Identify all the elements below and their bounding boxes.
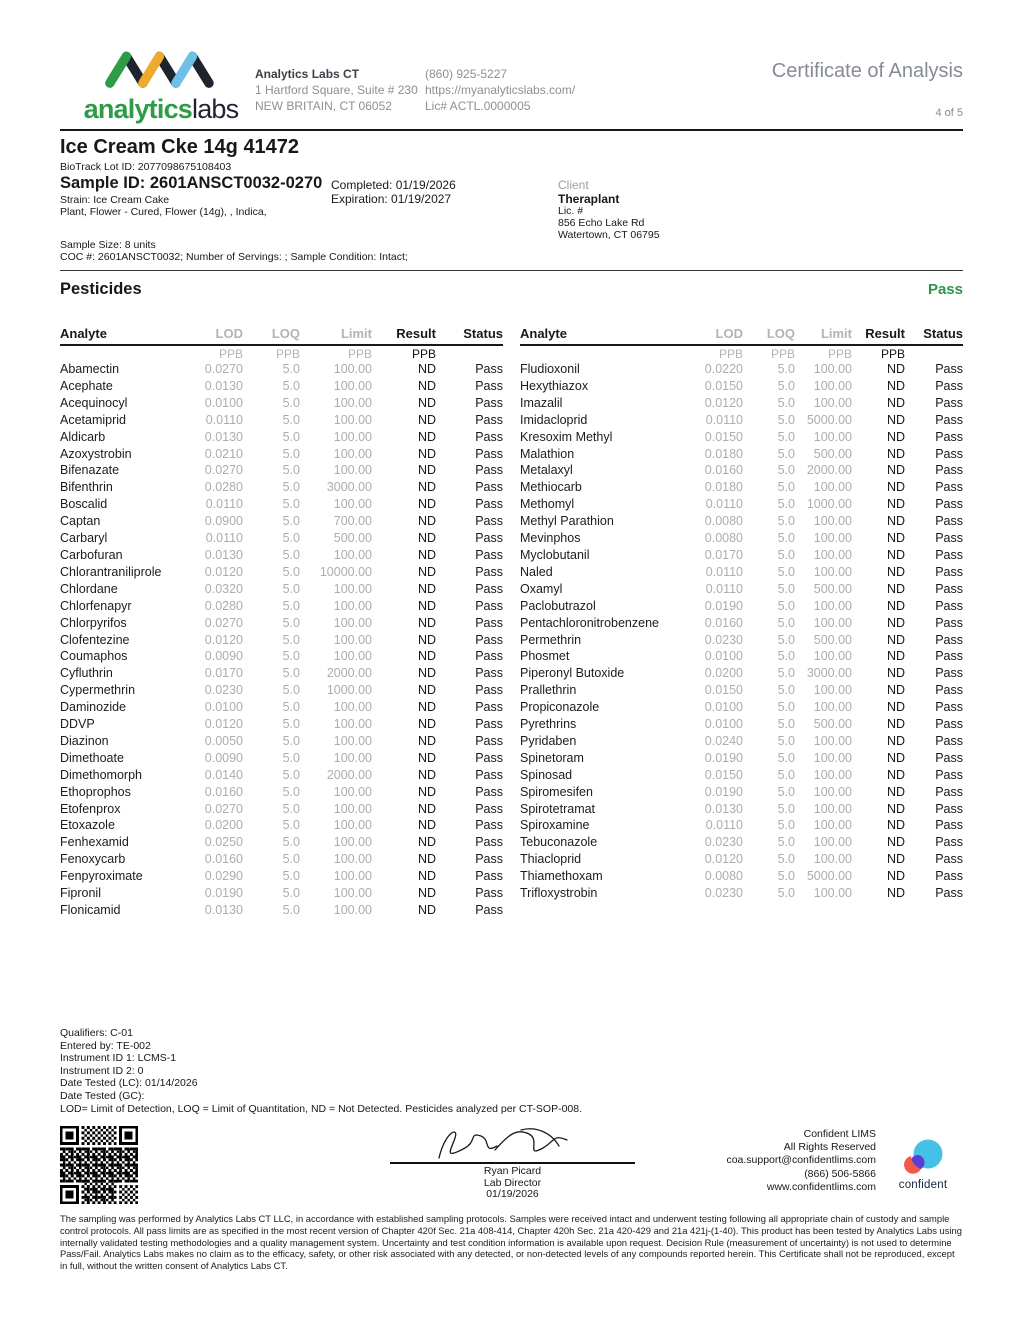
lab-info	[255, 66, 418, 114]
section-status-badge: Pass	[927, 281, 963, 298]
lab-logo	[66, 46, 256, 125]
table-row: Paclobutrazol 0.0190 5.0 100.00 ND Pass	[520, 598, 963, 613]
pesticides-table-left	[60, 326, 503, 919]
sample-size: Sample Size: 8 units	[60, 239, 156, 251]
table-row: Fenpyroximate 0.0290 5.0 100.00 ND Pass	[60, 869, 503, 884]
table-row: Propiconazole 0.0100 5.0 100.00 ND Pass	[520, 700, 963, 715]
date-tested-gc: Date Tested (GC):	[60, 1089, 145, 1102]
table-row: Spirotetramat 0.0130 5.0 100.00 ND Pass	[520, 801, 963, 816]
table-row: DDVP 0.0120 5.0 100.00 ND Pass	[60, 717, 503, 732]
lab-url[interactable]: https://myanalyticslabs.com/	[425, 83, 576, 97]
client-license: Lic. #	[558, 205, 584, 217]
col-lod: LOD	[685, 326, 743, 345]
page-indicator: 4 of 5	[935, 107, 963, 119]
col-limit: Limit	[300, 326, 372, 345]
table-units-row	[60, 345, 503, 361]
table-row: Dimethoate 0.0090 5.0 100.00 ND Pass	[60, 750, 503, 765]
table-row: Cypermethrin 0.0230 5.0 1000.00 ND Pass	[60, 683, 503, 698]
signatory-name: Ryan Picard	[483, 1165, 542, 1177]
table-row: Coumaphos 0.0090 5.0 100.00 ND Pass	[60, 649, 503, 664]
sample-divider	[60, 270, 963, 271]
table-row: Etoxazole 0.0200 5.0 100.00 ND Pass	[60, 818, 503, 833]
signature-line	[390, 1162, 635, 1164]
signature-icon	[425, 1124, 575, 1164]
confident-logo-icon	[899, 1137, 947, 1179]
table-row: Piperonyl Butoxide 0.0200 5.0 3000.00 ND Pass	[520, 666, 963, 681]
lab-phone: (860) 925-5227	[425, 67, 508, 81]
unit-lod: PPB	[718, 346, 743, 361]
table-row: Abamectin 0.0270 5.0 100.00 ND Pass	[60, 362, 503, 376]
legal-disclaimer: The sampling was performed by Analytics Labs CT LLC, in accordance with established sampling protocols. Samples were received intact and underwent testing following all appropriate chain of custody and sample control protocols. All pass limits are as specified in the most recent version of Chapter 420f Sec. 21a 408-414, Chapter 420h Sec. 21a 420-429 and 21a 421j-(1-40). This product has been tested by Analytics Labs using internally validated testing methodologies and a quality management system. Uncertainty and test condition information is available upon request. Decision Rule (measurement of uncertainty) is not used to determine Pass/Fail. Analytics Labs makes no claim as to the efficacy, safety, or other risk associated with any detected, or non-detected levels of any compounds reported herein. This Certificate shall not be reproduced, except in full, without the written consent of Analytics Labs CT.	[60, 1213, 962, 1272]
table-row: Trifloxystrobin 0.0230 5.0 100.00 ND Pass	[520, 886, 963, 901]
col-result: Result	[372, 326, 436, 345]
lims-rights: All Rights Reserved	[783, 1141, 876, 1154]
product-title: Ice Cream Cke 14g 41472	[60, 136, 300, 158]
col-loq: LOQ	[243, 326, 300, 345]
unit-result: PPB	[411, 346, 436, 361]
unit-loq: PPB	[275, 346, 300, 361]
table-row: Fludioxonil 0.0220 5.0 100.00 ND Pass	[520, 362, 963, 376]
unit-result: PPB	[880, 346, 905, 361]
table-row: Fenoxycarb 0.0160 5.0 100.00 ND Pass	[60, 852, 503, 867]
table-row: Imidacloprid 0.0110 5.0 5000.00 ND Pass	[520, 412, 963, 427]
confident-logo	[899, 1137, 947, 1184]
lab-wordmark-labs: labs	[192, 94, 239, 124]
table-row: Dimethomorph 0.0140 5.0 2000.00 ND Pass	[60, 767, 503, 782]
table-row: Acetamiprid 0.0110 5.0 100.00 ND Pass	[60, 412, 503, 427]
table-row: Etofenprox 0.0270 5.0 100.00 ND Pass	[60, 801, 503, 816]
client-label: Client	[558, 178, 589, 192]
col-status: Status	[436, 326, 503, 345]
unit-limit: PPB	[347, 346, 372, 361]
table-row: Pyridaben 0.0240 5.0 100.00 ND Pass	[520, 733, 963, 748]
table-row: Fenhexamid 0.0250 5.0 100.00 ND Pass	[60, 835, 503, 850]
strain: Strain: Ice Cream Cake	[60, 194, 170, 206]
sample-id: Sample ID: 2601ANSCT0032-0270	[60, 174, 323, 192]
client-address-line2: Watertown, CT 06795	[558, 229, 660, 241]
table-row: Spinosad 0.0150 5.0 100.00 ND Pass	[520, 767, 963, 782]
table-row: Kresoxim Methyl 0.0150 5.0 100.00 ND Pass	[520, 429, 963, 444]
table-row: Azoxystrobin 0.0210 5.0 100.00 ND Pass	[60, 446, 503, 461]
section-title: Pesticides	[60, 280, 142, 298]
table-row: Methyl Parathion 0.0080 5.0 100.00 ND Pass	[520, 514, 963, 529]
table-row: Mevinphos 0.0080 5.0 100.00 ND Pass	[520, 531, 963, 546]
table-row: Carbaryl 0.0110 5.0 500.00 ND Pass	[60, 531, 503, 546]
date-tested-lc: Date Tested (LC): 01/14/2026	[60, 1077, 198, 1090]
table-row: Phosmet 0.0100 5.0 100.00 ND Pass	[520, 649, 963, 664]
lims-name: Confident LIMS	[803, 1128, 876, 1140]
table-row: Chlorfenapyr 0.0280 5.0 100.00 ND Pass	[60, 598, 503, 613]
qr-code	[60, 1126, 138, 1209]
table-row: Spiromesifen 0.0190 5.0 100.00 ND Pass	[520, 784, 963, 799]
lab-logo-zigzag-icon	[102, 46, 220, 92]
table-row: Boscalid 0.0110 5.0 100.00 ND Pass	[60, 497, 503, 512]
lims-url[interactable]: www.confidentlims.com	[766, 1180, 876, 1193]
signatory	[390, 1166, 635, 1201]
instrument-id-2: Instrument ID 2: 0	[60, 1064, 144, 1077]
col-loq: LOQ	[743, 326, 795, 345]
client-address-line1: 856 Echo Lake Rd	[558, 217, 645, 229]
table-header-row	[60, 326, 503, 345]
col-lod: LOD	[195, 326, 243, 345]
col-analyte: Analyte	[520, 326, 685, 345]
table-row: Metalaxyl 0.0160 5.0 2000.00 ND Pass	[520, 463, 963, 478]
table-row: Myclobutanil 0.0170 5.0 100.00 ND Pass	[520, 547, 963, 562]
table-row: Carbofuran 0.0130 5.0 100.00 ND Pass	[60, 547, 503, 562]
lab-license: Lic# ACTL.0000005	[425, 99, 531, 113]
table-row: Flonicamid 0.0130 5.0 100.00 ND Pass	[60, 903, 503, 917]
qr-code-icon	[60, 1126, 138, 1204]
table-row: Fipronil 0.0190 5.0 100.00 ND Pass	[60, 886, 503, 901]
table-row: Methomyl 0.0110 5.0 1000.00 ND Pass	[520, 497, 963, 512]
table-row: Malathion 0.0180 5.0 500.00 ND Pass	[520, 446, 963, 461]
analysis-notes	[60, 1027, 582, 1115]
lims-phone: (866) 506-5866	[804, 1167, 876, 1180]
table-row: Acequinocyl 0.0100 5.0 100.00 ND Pass	[60, 395, 503, 410]
table-row: Pyrethrins 0.0100 5.0 500.00 ND Pass	[520, 717, 963, 732]
lab-address-line2: NEW BRITAIN, CT 06052	[255, 99, 392, 113]
pesticides-table-right	[520, 326, 963, 902]
table-row: Naled 0.0110 5.0 100.00 ND Pass	[520, 564, 963, 579]
unit-loq: PPB	[770, 346, 795, 361]
table-row: Prallethrin 0.0150 5.0 100.00 ND Pass	[520, 683, 963, 698]
table-row: Spiroxamine 0.0110 5.0 100.00 ND Pass	[520, 818, 963, 833]
matrix-description: Plant, Flower - Cured, Flower (14g), , Indica,	[60, 206, 267, 218]
table-units-row	[520, 345, 963, 361]
table-row: Spinetoram 0.0190 5.0 100.00 ND Pass	[520, 750, 963, 765]
completed-date: Completed: 01/19/2026	[331, 178, 456, 192]
col-status: Status	[905, 326, 963, 345]
table-row: Tebuconazole 0.0230 5.0 100.00 ND Pass	[520, 835, 963, 850]
lims-email[interactable]: coa.support@confidentlims.com	[726, 1154, 876, 1167]
table-row: Chlorpyrifos 0.0270 5.0 100.00 ND Pass	[60, 615, 503, 630]
table-row: Bifenthrin 0.0280 5.0 3000.00 ND Pass	[60, 480, 503, 495]
table-row: Daminozide 0.0100 5.0 100.00 ND Pass	[60, 700, 503, 715]
table-row: Chlordane 0.0320 5.0 100.00 ND Pass	[60, 581, 503, 596]
table-row: Pentachloronitrobenzene 0.0160 5.0 100.00 ND Pass	[520, 615, 963, 630]
unit-limit: PPB	[827, 346, 852, 361]
client-name: Theraplant	[558, 192, 620, 206]
table-row: Bifenazate 0.0270 5.0 100.00 ND Pass	[60, 463, 503, 478]
table-row: Clofentezine 0.0120 5.0 100.00 ND Pass	[60, 632, 503, 647]
unit-lod: PPB	[218, 346, 243, 361]
table-row: Thiamethoxam 0.0080 5.0 5000.00 ND Pass	[520, 869, 963, 884]
col-analyte: Analyte	[60, 326, 195, 345]
table-row: Diazinon 0.0050 5.0 100.00 ND Pass	[60, 733, 503, 748]
lab-wordmark	[66, 94, 256, 125]
lab-name: Analytics Labs CT	[255, 67, 360, 81]
signatory-date: 01/19/2026	[486, 1188, 539, 1200]
table-row: Aldicarb 0.0130 5.0 100.00 ND Pass	[60, 429, 503, 444]
instrument-id-1: Instrument ID 1: LCMS-1	[60, 1052, 177, 1065]
abbreviation-legend: LOD= Limit of Detection, LOQ = Limit of Quantitation, ND = Not Detected. Pesticides analyzed per CT-SOP-008.	[60, 1102, 583, 1115]
table-row: Permethrin 0.0230 5.0 500.00 ND Pass	[520, 632, 963, 647]
expiration-date: Expiration: 01/19/2027	[331, 192, 452, 206]
table-row: Chlorantraniliprole 0.0120 5.0 10000.00 ND Pass	[60, 564, 503, 579]
table-row: Acephate 0.0130 5.0 100.00 ND Pass	[60, 378, 503, 393]
table-row: Ethoprophos 0.0160 5.0 100.00 ND Pass	[60, 784, 503, 799]
table-row: Thiacloprid 0.0120 5.0 100.00 ND Pass	[520, 852, 963, 867]
header-divider	[60, 129, 963, 131]
table-header-row	[520, 326, 963, 345]
biotrack-lot-id: BioTrack Lot ID: 2077098675108403	[60, 161, 232, 173]
lab-wordmark-analytics: analytics	[83, 94, 193, 124]
doc-title: Certificate of Analysis	[771, 60, 963, 82]
table-row: Oxamyl 0.0110 5.0 500.00 ND Pass	[520, 581, 963, 596]
signatory-title: Lab Director	[483, 1176, 542, 1189]
entered-by: Entered by: TE-002	[60, 1039, 151, 1052]
lims-info	[726, 1128, 876, 1194]
confident-logo-text: confident	[898, 1179, 948, 1191]
coc-line: COC #: 2601ANSCT0032; Number of Servings: ; Sample Condition: Intact;	[60, 251, 408, 263]
lab-address-line1: 1 Hartford Square, Suite # 230	[255, 83, 418, 97]
qualifiers: Qualifiers: C-01	[60, 1027, 133, 1039]
lab-contact	[425, 66, 575, 114]
col-result: Result	[852, 326, 905, 345]
table-row: Captan 0.0900 5.0 700.00 ND Pass	[60, 514, 503, 529]
col-limit: Limit	[795, 326, 852, 345]
table-row: Cyfluthrin 0.0170 5.0 2000.00 ND Pass	[60, 666, 503, 681]
table-row: Methiocarb 0.0180 5.0 100.00 ND Pass	[520, 480, 963, 495]
table-row: Hexythiazox 0.0150 5.0 100.00 ND Pass	[520, 378, 963, 393]
table-row: Imazalil 0.0120 5.0 100.00 ND Pass	[520, 395, 963, 410]
